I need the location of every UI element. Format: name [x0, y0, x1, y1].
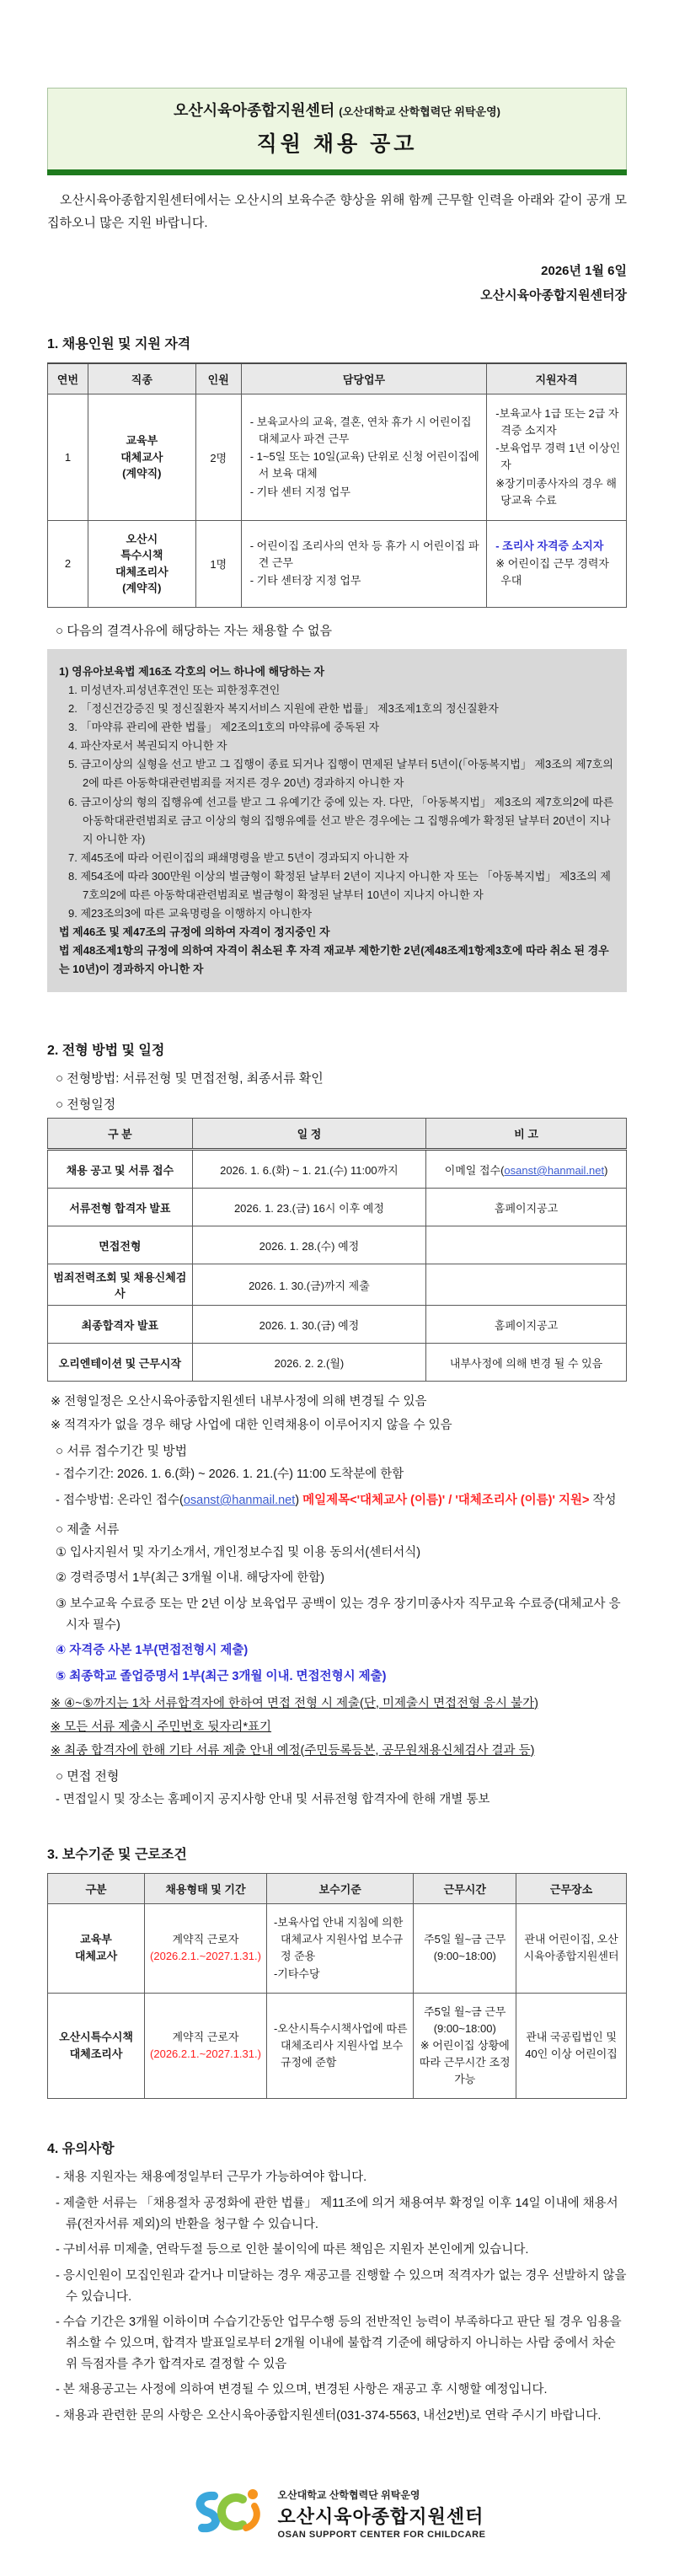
pay-standard-item: -오산시특수시책사업에 따른 대체조리사 지원사업 보수규정에 준함 — [273, 2021, 408, 2069]
table-row — [48, 1150, 627, 1189]
pay-standard-cell — [266, 1904, 414, 1994]
receipt-period: - 접수기간: 2026. 1. 6.(화) ~ 2026. 1. 21.(수) 11:00 도착분에 한함 — [56, 1468, 404, 1482]
employment-type-cell — [145, 1904, 267, 1994]
notice-item: - 응시인원이 모집인원과 같거나 미달하는 경우 재공고를 진행할 수 있으며 적격자가 없는 경우 선발하지 않을 수 있습니다. — [56, 2269, 627, 2304]
intro-paragraph: 오산시육아종합지원센터에서는 오산시의 보육수준 향상을 위해 함께 근무할 인력을 아래와 같이 공개 모집하오니 많은 지원 바랍니다. — [47, 193, 627, 230]
interview-detail: - 면접일시 및 장소는 홈페이지 공지사항 안내 및 서류전형 합격자에 한해 개별 통보 — [56, 1792, 490, 1806]
footer-tagline: 오산대학교 산학협력단 위탁운영 — [277, 2489, 420, 2502]
document-note: ※ 모든 서류 제출시 주민번호 뒷자리*표기 — [51, 1720, 272, 1734]
document-item-interview-only: ⑤ 최종학교 졸업증명서 1부(최근 3개월 이내. 면접전형시 제출) — [56, 1669, 387, 1683]
headcount: 1명 — [195, 520, 241, 607]
disqualification-note: ○ 다음의 결격사유에 해당하는 자는 채용할 수 없음 — [56, 623, 333, 638]
table-row — [48, 1264, 627, 1306]
notice-item: - 본 채용공고는 사정에 의하여 변경될 수 있으며, 변경된 사항은 재공고 후 시행할 예정입니다. — [56, 2383, 548, 2397]
job-line: 교육부 — [126, 434, 158, 448]
remark-text: ) — [604, 1163, 608, 1177]
center-logo-icon — [189, 2486, 266, 2542]
pay-category-line: 대체교사 — [74, 1950, 118, 1963]
duty-item: - 보육교사의 교육, 결혼, 연차 휴가 시 어린이집 대체교사 파견 근무 — [249, 416, 472, 446]
col-header-count: 인원 — [195, 363, 241, 394]
col-header-qualification: 지원자격 — [487, 363, 627, 394]
footer-logo — [47, 2486, 627, 2542]
schedule-date: 2026. 1. 30.(금) 예정 — [192, 1306, 426, 1344]
pay-category-line: 교육부 — [80, 1933, 112, 1946]
page-title: 직원 채용 공고 — [256, 132, 418, 156]
row-no: 2 — [48, 520, 88, 607]
schedule-remark — [426, 1264, 627, 1306]
document-note: ※ ④~⑤까지는 1차 서류합격자에 한하여 면접 전형 시 제출(단, 미제출시 면접전형 응시 불가) — [51, 1696, 538, 1710]
col-header-category: 구 분 — [48, 1119, 193, 1150]
job-line: 대체교사 — [120, 450, 163, 464]
disqualification-item: 4. 파산자로서 복권되지 아니한 자 — [68, 739, 227, 753]
disqualification-item: 9. 제23조의3에 따른 교육명령을 이행하지 아니한자 — [68, 907, 313, 920]
disqualification-item: 5. 금고이상의 실형을 선고 받고 그 집행이 종료 되거나 집행이 면제된 날부터 5년이(「아동복지법」 제3조의 제7호의2에 따른 아동학대관련범죄를 저지른 경우 20년) 경과하지 아니한 자 — [68, 758, 613, 790]
col-header-pay-standard: 보수기준 — [266, 1874, 414, 1904]
table-row — [48, 520, 627, 607]
job-line: (계약직) — [122, 582, 162, 595]
schedule-table — [47, 1118, 627, 1382]
work-hours-line: (9:00~18:00) — [433, 2021, 496, 2035]
pay-category-line: 대체조리사 — [69, 2047, 123, 2061]
issue-date: 2026년 1월 6일 — [541, 264, 627, 278]
duty-item: - 기타 센터 지정 업무 — [249, 485, 350, 498]
employment-type: 계약직 근로자 — [172, 1933, 239, 1946]
employment-type: 계약직 근로자 — [172, 2030, 239, 2043]
footer-center-name: 오산시육아종합지원센터 — [277, 2506, 484, 2528]
notice-item: - 구비서류 미제출, 연락두절 등으로 인한 불이익에 따른 책임은 지원자 본인에게 있습니다. — [56, 2243, 529, 2257]
schedule-note: ※ 전형일정은 오산시육아종합지원센터 내부사정에 의해 변경될 수 있음 — [51, 1395, 427, 1409]
header-divider-bar — [47, 169, 627, 175]
job-title — [88, 520, 195, 607]
disqualification-item: 1. 미성년자.피성년후견인 또는 피한정후견인 — [68, 683, 281, 696]
disqualification-box — [47, 649, 627, 993]
pay-standard-cell — [266, 1993, 414, 2099]
col-header-category: 구분 — [48, 1874, 145, 1904]
work-place: 관내 국공립법인 및 40인 이상 어린이집 — [516, 1993, 627, 2099]
footer-english-name: OSAN SUPPORT CENTER FOR CHILDCARE — [277, 2530, 486, 2541]
duty-item: - 1~5일 또는 10일(교육) 단위로 신청 어린이집에서 보육 대체 — [249, 450, 479, 480]
job-line: 대체조리사 — [115, 565, 168, 578]
issue-block — [47, 260, 627, 308]
email-link[interactable]: osanst@hanmail.net — [183, 1494, 296, 1508]
work-place: 관내 어린이집, 오산시육아종합지원센터 — [516, 1904, 627, 1994]
job-line: 오산시 — [126, 532, 158, 545]
receipt-method-text: - 접수방법: 온라인 접수( — [56, 1494, 184, 1508]
table-row — [48, 1226, 627, 1264]
employment-type-cell — [145, 1993, 267, 2099]
mail-subject-requirement: 메일제목<'대체교사 (이름)' / '대체조리사 (이름)' 지원> — [302, 1494, 590, 1508]
schedule-remark — [426, 1226, 627, 1264]
schedule-remark — [426, 1150, 627, 1189]
email-link[interactable]: osanst@hanmail.net — [504, 1163, 605, 1177]
contract-period: (2026.2.1.~2027.1.31.) — [150, 2047, 261, 2061]
section3-title: 3. 보수기준 및 근로조건 — [47, 1848, 187, 1863]
job-line: (계약직) — [122, 467, 162, 480]
qualification-cell — [487, 394, 627, 521]
table-row — [48, 1993, 627, 2099]
disqualification-law-item: 법 제48조제1항의 규정에 의하여 자격이 취소된 후 자격 재교부 제한기한 2년(제48조제1항제3호에 따라 취소 된 경우는 10년)이 경과하지 아니한 자 — [59, 944, 609, 976]
work-hours-line: 주5일 월~금 근무 — [424, 2004, 506, 2018]
selection-method: ○ 전형방법: 서류전형 및 면접전형, 최종서류 확인 — [56, 1071, 324, 1087]
schedule-label: ○ 전형일정 — [56, 1097, 116, 1113]
qualification-item: -보육업무 경력 1년 이상인자 — [495, 442, 621, 472]
org-subtitle: (오산대학교 산학협력단 위탁운영) — [339, 105, 500, 118]
receipt-method-text: ) — [295, 1494, 303, 1508]
schedule-step: 오리엔테이션 및 근무시작 — [48, 1344, 193, 1382]
disqualification-item: 3. 「마약류 관리에 관한 법률」 제2조의1호의 마약류에 중독된 자 — [68, 721, 380, 734]
disqualification-item: 8. 제54조에 따라 300만원 이상의 벌금형이 확정된 날부터 2년이 지나지 아니한 자 또는 「아동복지법」 제3조의 제7호의2에 따른 아동학대관련범죄로 벌금형이 확정된 날부터 10년이 지나지 아니한 자 — [68, 869, 611, 901]
schedule-date: 2026. 1. 6.(화) ~ 1. 21.(수) 11:00까지 — [192, 1150, 426, 1189]
disqualification-item: 2. 「정신건강증진 및 정신질환자 복지서비스 지원에 관한 법률」 제3조제1호의 정신질환자 — [68, 702, 499, 716]
org-name-line — [48, 99, 626, 121]
table-row — [48, 1189, 627, 1226]
remark-text: 이메일 접수( — [444, 1163, 505, 1177]
schedule-remark: 홈페이지공고 — [426, 1189, 627, 1226]
col-header-date: 일 정 — [192, 1119, 426, 1150]
disqualification-item: 7. 제45조에 따라 어린이집의 패쇄명령을 받고 5년이 경과되지 아니한 자 — [68, 851, 409, 864]
issuer: 오산시육아종합지원센터장 — [480, 287, 627, 303]
col-header-duty: 담당업무 — [241, 363, 487, 394]
document-item-interview-only: ④ 자격증 사본 1부(면접전형시 제출) — [56, 1644, 249, 1658]
qualification-item: -보육교사 1급 또는 2급 자격증 소지자 — [495, 407, 619, 437]
section1-title: 1. 채용인원 및 지원 자격 — [47, 337, 191, 352]
document-item: ② 경력증명서 1부(최근 3개월 이내. 해당자에 한함) — [56, 1571, 325, 1586]
table-row — [48, 1306, 627, 1344]
col-header-job: 직종 — [88, 363, 195, 394]
work-hours-cell — [414, 1993, 516, 2099]
work-hours-line: 주5일 월~금 근무 — [424, 1933, 506, 1946]
duty-item: - 어린이집 조리사의 연차 등 휴가 시 어린이집 파견 근무 — [249, 539, 479, 570]
work-hours-line: (9:00~18:00) — [433, 1950, 496, 1963]
work-hours-line: ※ 어린이집 상황에 따라 근무시간 조정 가능 — [419, 2039, 511, 2086]
duty-item: - 기타 센터장 지정 업무 — [249, 574, 361, 588]
pay-standard-item: -보육사업 안내 지침에 의한 대체교사 지원사업 보수규정 준용 — [273, 1916, 404, 1963]
schedule-date: 2026. 1. 30.(금)까지 제출 — [192, 1264, 426, 1306]
schedule-step: 면접전형 — [48, 1226, 193, 1264]
table-row — [48, 1344, 627, 1382]
duties-cell — [241, 394, 487, 521]
recruitment-header-row — [48, 363, 627, 394]
notice-item: - 채용 지원자는 채용예정일부터 근무가 가능하여야 합니다. — [56, 2171, 367, 2185]
headcount: 2명 — [195, 394, 241, 521]
qualification-highlight: - 조리사 자격증 소지자 — [495, 539, 604, 553]
schedule-date: 2026. 1. 23.(금) 16시 이후 예정 — [192, 1189, 426, 1226]
qualification-cell — [487, 520, 627, 607]
footer-logo-text — [278, 2487, 486, 2540]
document-item: ① 입사지원서 및 자기소개서, 개인정보수집 및 이용 동의서(센터서식) — [56, 1545, 421, 1559]
row-no: 1 — [48, 394, 88, 521]
schedule-remark: 내부사정에 의해 변경 될 수 있음 — [426, 1344, 627, 1382]
disqualification-law-item: 법 제46조 및 제47조의 규정에 의하여 자격이 정지중인 자 — [59, 926, 330, 939]
org-name: 오산시육아종합지원센터 — [174, 102, 335, 119]
schedule-note: ※ 적격자가 없을 경우 해당 사업에 대한 인력채용이 이루어지지 않을 수 있음 — [51, 1419, 452, 1433]
work-hours-cell — [414, 1904, 516, 1994]
notice-item: - 채용과 관련한 문의 사항은 오산시육아종합지원센터(031-374-5563, 내선2번)로 연락 주시기 바랍니다. — [56, 2408, 602, 2423]
pay-conditions-table — [47, 1873, 627, 2099]
receipt-method — [47, 1490, 627, 1511]
col-header-no: 연번 — [48, 363, 88, 394]
pay-category — [48, 1993, 145, 2099]
col-header-employment-type: 채용형태 및 기간 — [145, 1874, 267, 1904]
job-line: 특수시책 — [120, 549, 163, 562]
pay-category-line: 오산시특수시책 — [59, 2030, 133, 2043]
disqualification-item: 6. 금고이상의 형의 집행유예 선고를 받고 그 유예기간 중에 있는 자. 다만, 「아동복지법」 제3조의 제7호의2에 따른 아동학대관련범죄로 금고 이상의 형의 집행유예를 선고 받은 경우에는 그 집행유예가 확정된 날부터 20년이 지나지 아니한 자) — [68, 795, 614, 845]
notice-item: - 제출한 서류는 「채용절차 공정화에 관한 법률」 제11조에 의거 채용여부 확정일 이후 14일 이내에 채용서류(전자서류 제외)의 반환을 청구할 수 있습니다. — [56, 2197, 618, 2231]
receipt-label: ○ 서류 접수기간 및 방법 — [56, 1444, 188, 1459]
interview-label: ○ 면접 전형 — [56, 1768, 120, 1784]
schedule-step: 최종합격자 발표 — [48, 1306, 193, 1344]
section4-title: 4. 유의사항 — [47, 2142, 115, 2157]
document-header — [47, 88, 627, 169]
section2-title: 2. 전형 방법 및 일정 — [47, 1044, 165, 1059]
col-header-work-hours: 근무시간 — [414, 1874, 516, 1904]
documents-label: ○ 제출 서류 — [56, 1521, 120, 1537]
qualification-item: ※ 어린이집 근무 경력자 우대 — [495, 557, 609, 588]
table-row — [48, 394, 627, 521]
schedule-date: 2026. 1. 28.(수) 예정 — [192, 1226, 426, 1264]
job-title — [88, 394, 195, 521]
schedule-step: 서류전형 합격자 발표 — [48, 1189, 193, 1226]
document-note: ※ 최종 합격자에 한해 기타 서류 제출 안내 예정(주민등록등본, 공무원채용신체검사 결과 등) — [51, 1743, 535, 1758]
col-header-remark: 비 고 — [426, 1119, 627, 1150]
notice-item: - 수습 기간은 3개월 이하이며 수습기간동안 업무수행 등의 전반적인 능력이 부족하다고 판단 될 경우 임용을 취소할 수 있으며, 합격자 발표일로부터 2개월 이내에 불합격 기준에 해당하지 아니하는 사람 중에서 차순위 득점자를 추가 합격자로 결정할 수 있음 — [56, 2316, 622, 2371]
schedule-step: 범죄전력조회 및 채용신체검사 — [48, 1264, 193, 1306]
schedule-header-row — [48, 1119, 627, 1150]
document-item: ③ 보수교육 수료증 또는 만 2년 이상 보육업무 공백이 있는 경우 장기미종사자 직무교육 수료증(대체교사 응시자 필수) — [56, 1597, 621, 1632]
qualification-item: ※장기미종사자의 경우 해당교육 수료 — [495, 476, 617, 507]
schedule-remark: 홈페이지공고 — [426, 1306, 627, 1344]
pay-header-row — [48, 1874, 627, 1904]
schedule-date: 2026. 2. 2.(월) — [192, 1344, 426, 1382]
col-header-work-place: 근무장소 — [516, 1874, 627, 1904]
contract-period: (2026.2.1.~2027.1.31.) — [150, 1950, 261, 1963]
schedule-step: 채용 공고 및 서류 접수 — [48, 1150, 193, 1189]
table-row — [48, 1904, 627, 1994]
disqualification-heading: 1) 영유아보육법 제16조 각호의 어느 하나에 해당하는 자 — [59, 664, 325, 678]
duties-cell — [241, 520, 487, 607]
pay-category — [48, 1904, 145, 1994]
receipt-method-text: 작성 — [589, 1494, 617, 1508]
pay-standard-item: -기타수당 — [273, 1967, 320, 1980]
recruitment-table — [47, 362, 627, 608]
